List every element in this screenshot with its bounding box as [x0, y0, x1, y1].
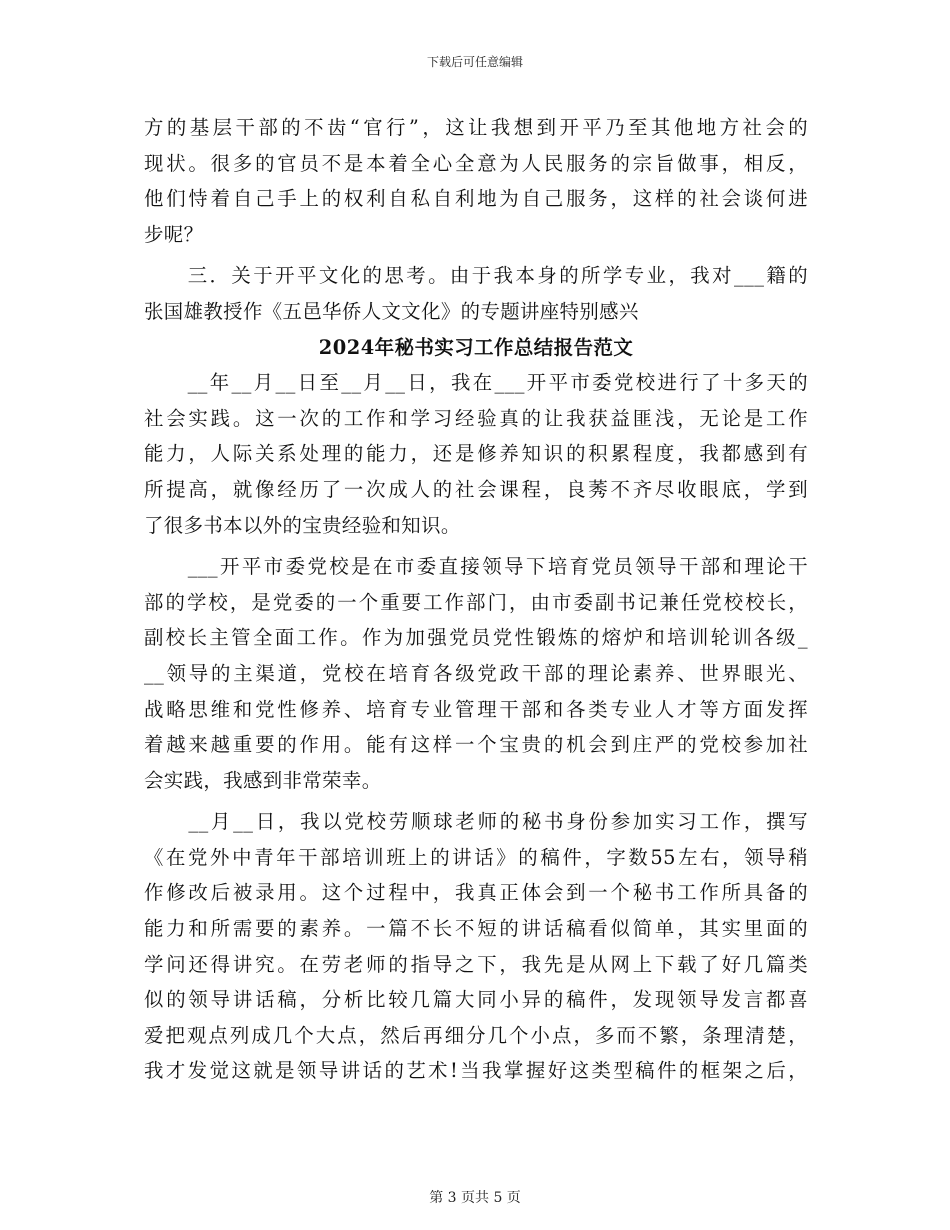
- text-line: 作修改后被录用。这个过程中，我真正体会到一个秘书工作所具备的: [144, 881, 808, 905]
- paragraph-1: [144, 110, 808, 252]
- paragraph-3: [144, 365, 808, 543]
- text-line: 学问还得讲究。在劳老师的指导之下，我先是从网上下载了好几篇类: [144, 952, 808, 976]
- paragraph-2: [144, 258, 808, 329]
- text-line: 了很多书本以外的宝贵经验和知识。: [144, 513, 461, 537]
- paragraph-4: [144, 549, 808, 798]
- text-line: 他们恃着自己手上的权利自私自利地为自己服务，这样的社会谈何进: [144, 187, 808, 211]
- text-line: 能力，人际关系处理的能力，还是修养知识的积累程度，我都感到有: [144, 442, 808, 466]
- text-line: 战略思维和党性修养、培育专业管理干部和各类专业人才等方面发挥: [144, 697, 808, 721]
- text-line: 方的基层干部的不齿“官行”，这让我想到开平乃至其他地方社会的: [144, 116, 808, 139]
- text-line: ___开平市委党校是在市委直接领导下培育党员领导干部和理论干: [144, 555, 808, 579]
- document-title: 2024年秘书实习工作总结报告范文: [318, 335, 634, 359]
- page-footer: 第 3 页共 5 页: [429, 1190, 521, 1206]
- text-line: 张国雄教授作《五邑华侨人文文化》的专题讲座特别感兴: [144, 299, 639, 323]
- text-line: 部的学校，是党委的一个重要工作部门，由市委副书记兼任党校校长，: [144, 590, 808, 614]
- text-line: __月__日，我以党校劳顺球老师的秘书身份参加实习工作，撰写: [144, 810, 808, 834]
- text-line: 似的领导讲话稿，分析比较几篇大同小异的稿件，发现领导发言都喜: [144, 988, 808, 1012]
- text-line: __领导的主渠道，党校在培育各级党政干部的理论素养、世界眼光、: [144, 661, 808, 685]
- text-line: 社会实践。这一次的工作和学习经验真的让我获益匪浅，无论是工作: [144, 406, 808, 430]
- text-line: __年__月__日至__月__日，我在___开平市委党校进行了十多天的: [144, 371, 808, 395]
- text-line: 《在党外中青年干部培训班上的讲话》的稿件，字数55左右，领导稍: [144, 845, 808, 869]
- text-line: 三．关于开平文化的思考。由于我本身的所学专业，我对___籍的: [144, 264, 808, 288]
- text-line: 所提高，就像经历了一次成人的社会课程，良莠不齐尽收眼底，学到: [144, 477, 808, 501]
- text-line: 爱把观点列成几个大点，然后再细分几个小点，多而不繁，条理清楚，: [144, 1023, 808, 1047]
- text-line: 我才发觉这就是领导讲话的艺术!当我掌握好这类型稿件的框架之后，: [144, 1059, 808, 1083]
- text-line: 现状。很多的官员不是本着全心全意为人民服务的宗旨做事，相反，: [144, 151, 808, 175]
- text-line: 着越来越重要的作用。能有这样一个宝贵的机会到庄严的党校参加社: [144, 733, 808, 757]
- text-line: 能力和所需要的素养。一篇不长不短的讲话稿看似简单，其实里面的: [144, 917, 808, 941]
- paragraph-5: [144, 804, 808, 1089]
- page-header: 下载后可任意编辑: [426, 55, 523, 69]
- text-line: 副校长主管全面工作。作为加强党员党性锻炼的熔炉和培训轮训各级_: [144, 626, 808, 650]
- text-line: 步呢？: [144, 222, 204, 246]
- document-body: [144, 110, 808, 1089]
- text-line: 会实践，我感到非常荣幸。: [144, 768, 382, 792]
